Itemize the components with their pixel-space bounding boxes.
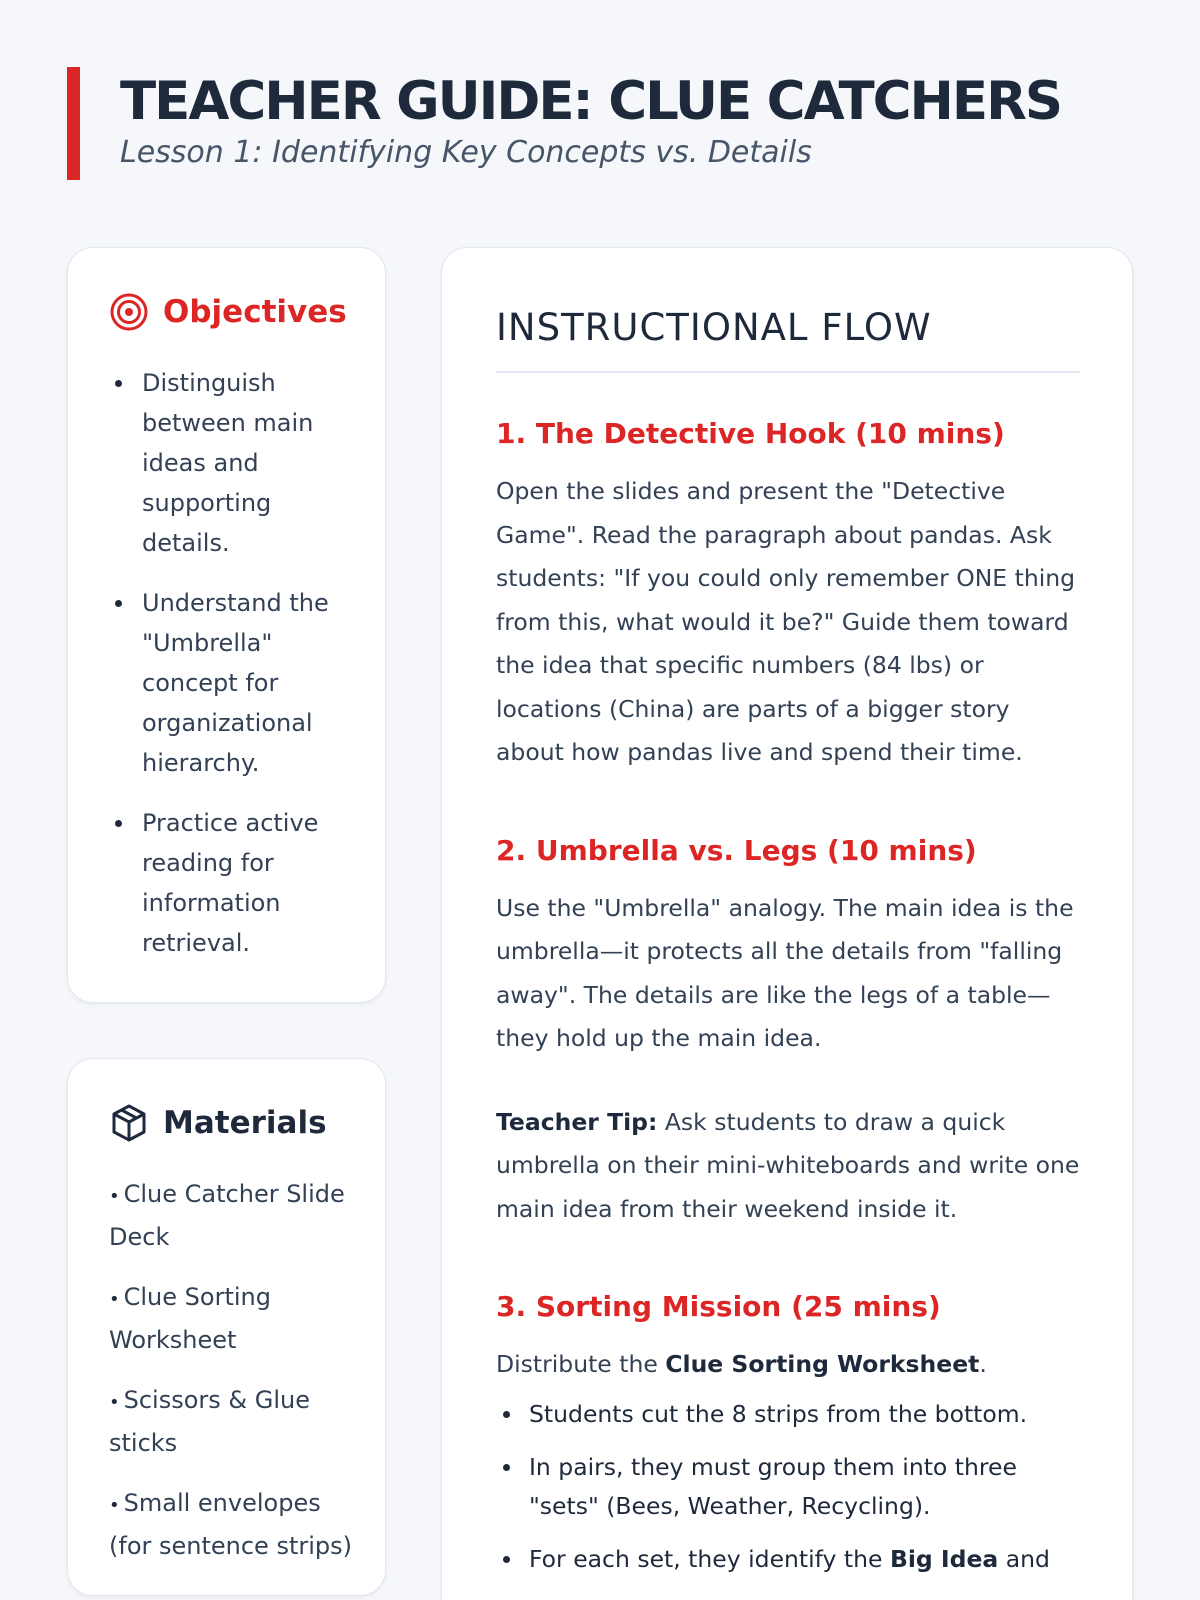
page-subtitle: Lesson 1: Identifying Key Concepts vs. Details <box>120 135 812 170</box>
material-label: Clue Sorting Worksheet <box>109 1283 271 1354</box>
big-idea-term: Big Idea <box>889 1544 999 1573</box>
header <box>67 67 1061 180</box>
material-label: Clue Catcher Slide Deck <box>109 1180 345 1251</box>
materials-card <box>67 1058 386 1596</box>
material-item <box>109 1174 369 1257</box>
step-3-intro-text: Distribute the <box>496 1350 666 1378</box>
bullet: • <box>109 1495 120 1516</box>
step-3-bullet: In pairs, they must group them into three "sets" (Bees, Weather, Recycling). <box>496 1448 1080 1526</box>
box-icon <box>109 1103 149 1143</box>
objective-item: Distinguish between main ideas and supporting details. <box>110 363 360 563</box>
teacher-tip <box>496 1101 1080 1232</box>
step-3-heading: 3. Sorting Mission (25 mins) <box>496 1290 941 1323</box>
target-icon <box>109 292 149 332</box>
step-3-bullet-text: For each set, they identify the <box>529 1544 890 1573</box>
step-2-heading: 2. Umbrella vs. Legs (10 mins) <box>496 833 977 867</box>
objective-item: Understand the "Umbrella" concept for organizational hierarchy. <box>110 583 360 783</box>
materials-header <box>109 1103 327 1143</box>
step-3-intro-end: . <box>979 1350 987 1378</box>
instructional-flow-card <box>441 247 1133 1600</box>
step-3-intro <box>496 1343 1080 1387</box>
instructional-flow-content <box>496 304 1080 1593</box>
worksheet-name: Clue Sorting Worksheet <box>665 1350 980 1378</box>
objectives-list <box>110 363 360 983</box>
step-1-body: Open the slides and present the "Detective Game". Read the paragraph about pandas. Ask students: "If you could only remember ONE thing from this, what would it be?" Guide them toward the idea that specific numbers (84 lbs) or locations (China) are parts of a bigger story about how pandas live and spend their time. <box>496 477 1076 766</box>
objectives-header <box>109 292 347 332</box>
material-item <box>109 1380 369 1463</box>
objectives-card <box>67 247 386 1003</box>
bullet: • <box>109 1392 120 1413</box>
step-3-bullet <box>496 1540 1080 1579</box>
material-item <box>109 1277 369 1360</box>
material-item <box>109 1483 369 1566</box>
page-title: TEACHER GUIDE: CLUE CATCHERS <box>120 71 1062 132</box>
bullet: • <box>109 1289 120 1310</box>
step-3-bullet-end: and <box>998 1544 1050 1573</box>
objective-item: Practice active reading for information retrieval. <box>110 803 360 963</box>
section-title: INSTRUCTIONAL FLOW <box>496 304 1080 373</box>
step-3-bullet: Students cut the 8 strips from the bottom. <box>496 1395 1080 1434</box>
material-label: Small envelopes (for sentence strips) <box>109 1489 352 1560</box>
material-label: Scissors & Glue sticks <box>109 1386 310 1457</box>
step-3-list <box>496 1395 1080 1579</box>
materials-title: Materials <box>163 1105 327 1141</box>
materials-list <box>109 1174 369 1586</box>
objectives-title: Objectives <box>163 294 347 330</box>
teacher-tip-body: Ask students to draw a quick umbrella on their mini-whiteboards and write one main idea from their weekend inside it. <box>496 1107 1080 1223</box>
step-2-body: Use the "Umbrella" analogy. The main idea is the umbrella—it protects all the details from "falling away". The details are like the legs of a table—they hold up the main idea. <box>496 893 1074 1052</box>
teacher-tip-label: Teacher Tip: <box>496 1107 658 1136</box>
bullet: • <box>109 1186 120 1207</box>
step-1-heading: 1. The Detective Hook (10 mins) <box>496 417 1005 450</box>
